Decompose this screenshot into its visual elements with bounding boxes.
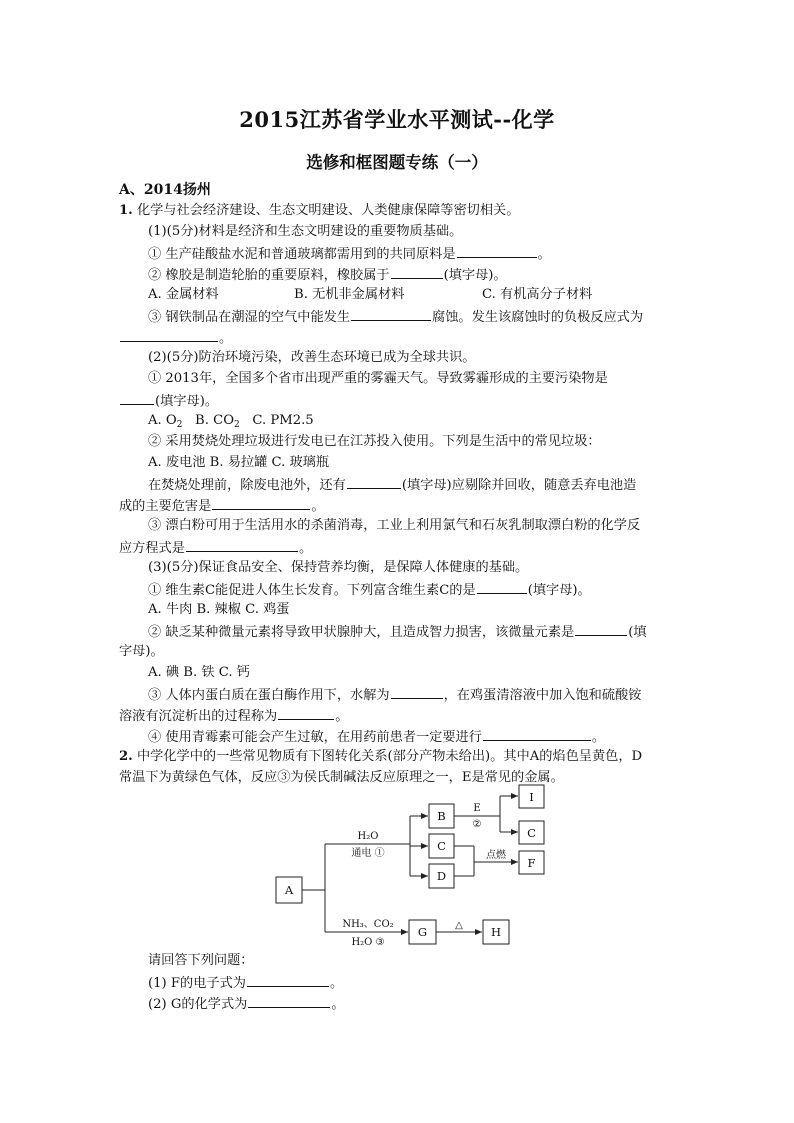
reaction-flowchart: [270, 782, 560, 954]
q2-sub2-text: (2) G的化学式为: [148, 997, 248, 1012]
answer-blank[interactable]: [347, 475, 401, 489]
page-title: 2015江苏省学业水平测试--化学: [239, 107, 555, 132]
answer-blank[interactable]: [212, 496, 310, 510]
q1-part3-item1: [148, 580, 591, 600]
q1-part3-item4-text: ④ 使用青霉素可能会产生过敏，在用药前患者一定要进行: [148, 730, 482, 745]
q1-part3-item4: [148, 727, 605, 747]
reaction2-condition-bottom: ②: [472, 819, 482, 830]
answer-blank[interactable]: [483, 727, 591, 741]
q1-part2-item1-cont: [119, 391, 218, 411]
answer-blank[interactable]: [391, 265, 443, 279]
reaction3-condition-top: NH₃、CO₂: [342, 919, 394, 930]
q1-part2-item2: ② 采用焚烧处理垃圾进行发电已在江苏投入使用。下列是生活中的常见垃圾：: [148, 434, 601, 449]
q1-part2-item2-options: A. 废电池 B. 易拉罐 C. 玻璃瓶: [148, 455, 330, 470]
q1-part2-head: (2)(5分)防治环境污染，改善生态环境已成为全球共识。: [148, 350, 476, 365]
reaction1-condition-bottom: 通电 ①: [351, 848, 385, 859]
q1-part3-item3b-end: 。: [335, 709, 349, 724]
opt-b-sub: 2: [234, 420, 240, 430]
opt-a-sub: 2: [176, 420, 183, 430]
q1-part3-item1-end: (填字母)。: [527, 583, 591, 598]
q1-part3-item3-cont: [119, 706, 348, 726]
label-c-out: C: [527, 826, 536, 840]
label-i: I: [529, 790, 534, 804]
q1-part2-item3-cont: [119, 538, 312, 558]
q1-part3-item3: [148, 685, 641, 705]
q1-part3-head: (3)(5分)保证食品安全、保持营养均衡，是保障人体健康的基础。: [148, 560, 529, 575]
reaction2-condition-top: E: [473, 803, 481, 814]
q1-part3-item3b-text: 溶液有沉淀析出的过程称为: [119, 709, 278, 724]
page-subtitle: 选修和框图题专练（一）: [306, 153, 488, 172]
q2-number: 2.: [119, 749, 133, 764]
q1-part2-item2b: [148, 475, 636, 495]
q1-part1-item3-cont: [119, 328, 232, 348]
q1-part3-item1-text: ① 维生素C能促进人体生长发育。下列富含维生素C的是: [148, 583, 476, 598]
q1-part3-item2-text: ② 缺乏某种微量元素将导致甲状腺肿大，且造成智力损害，该微量元素是: [148, 625, 575, 640]
q1-part1-head: (1)(5分)材料是经济和生态文明建设的重要物质基础。: [148, 224, 463, 239]
answer-blank[interactable]: [391, 685, 443, 699]
answer-blank[interactable]: [186, 538, 298, 552]
burn-condition: 点燃: [486, 850, 506, 861]
answer-blank[interactable]: [248, 994, 330, 1008]
q2-intro-line2: 常温下为黄绿色气体，反应③为侯氏制碱法反应原理之一，E是常见的金属。: [119, 770, 564, 785]
q1-intro-line: [119, 202, 519, 220]
q1-part2-item2b-text: 在焚烧处理前，除废电池外，还有: [148, 478, 346, 493]
q1-part2-item3b-end: 。: [298, 541, 313, 556]
q1-part1-item3-mid: 腐蚀。发生该腐蚀时的负极反应式为: [432, 310, 644, 325]
opt-b: B. CO: [195, 413, 235, 428]
q1-part2-item3: ③ 漂白粉可用于生活用水的杀菌消毒，工业上利用氯气和石灰乳制取漂白粉的化学反: [148, 518, 641, 533]
q1-part1-item3-text: ③ 钢铁制品在潮湿的空气中能发生: [148, 310, 351, 325]
q1-part3-item4-end: 。: [591, 730, 606, 745]
q1-part1-opt-a: A. 金属材料: [148, 287, 219, 302]
q1-part2-item3b-text: 应方程式是: [119, 541, 185, 556]
q1-part1-item2: [148, 265, 507, 285]
q1-part2-item2c: [119, 496, 325, 516]
q1-part3-item3-text: ③ 人体内蛋白质在蛋白酶作用下，水解为: [148, 688, 390, 703]
q1-part1-item1-end: 。: [537, 247, 551, 262]
answer-blank[interactable]: [278, 706, 334, 720]
answer-blank[interactable]: [120, 391, 154, 405]
q2-sub1-end: 。: [329, 976, 344, 991]
label-f: F: [527, 856, 536, 870]
q2-ask: 请回答下列问题：: [148, 953, 254, 968]
q2-sub1: [148, 973, 343, 993]
section-label: A、2014扬州: [119, 182, 211, 198]
q2-intro-text: 中学化学中的一些常见物质有下图转化关系(部分产物未给出)。其中A的焰色呈黄色，D: [136, 749, 643, 764]
q2-sub2-end: 。: [331, 997, 345, 1012]
answer-blank[interactable]: [575, 622, 627, 636]
reaction3-condition-bottom: H₂O ③: [351, 937, 385, 948]
q1-part3-item2-end: (填: [628, 625, 647, 640]
q2-sub2: [148, 994, 345, 1014]
q1-number: 1.: [119, 203, 133, 218]
label-d: D: [436, 869, 447, 883]
q1-part3-item2: [148, 622, 647, 642]
q1-part3-item1-options: A. 牛肉 B. 辣椒 C. 鸡蛋: [148, 602, 290, 617]
heat-condition: △: [455, 920, 463, 931]
q2-sub1-text: (1) F的电子式为: [148, 976, 246, 991]
label-g: G: [417, 925, 428, 939]
q1-part1-item2-end: (填字母)。: [443, 268, 507, 283]
label-h: H: [490, 925, 502, 939]
q1-part3-item2-options: A. 碘 B. 铁 C. 钙: [148, 665, 250, 680]
reaction1-condition-top: H₂O: [357, 831, 379, 842]
answer-blank[interactable]: [120, 328, 218, 342]
q1-part2-item2b-end: (填字母)应剔除并回收，随意丢弃电池造: [401, 478, 637, 493]
q1-part1-item1-text: ① 生产硅酸盐水泥和普通玻璃都需用到的共同原料是: [148, 247, 456, 262]
q1-part3-item3-end: ，在鸡蛋清溶液中加入饱和硫酸铵: [443, 688, 642, 703]
q1-part3-item2-cont: 字母)。: [119, 644, 164, 659]
label-c: C: [437, 839, 446, 853]
q2-intro-line1: [119, 748, 642, 766]
q1-part1-opt-c: C. 有机高分子材料: [482, 287, 593, 302]
q1-part2-item1: ① 2013年，全国多个省市出现严重的雾霾天气。导致雾霾形成的主要污染物是: [148, 371, 608, 386]
label-b: B: [437, 809, 446, 823]
opt-c: C. PM2.5: [252, 413, 314, 428]
q1-part1-item2-text: ② 橡胶是制造轮胎的重要原料，橡胶属于: [148, 268, 390, 283]
answer-blank[interactable]: [247, 973, 329, 987]
q1-part1-item3-end: 。: [219, 331, 233, 346]
q1-part2-options: [148, 412, 314, 430]
q1-part2-item1-end: (填字母)。: [155, 394, 219, 409]
q1-part1-item3: [148, 307, 643, 327]
q1-part1-opt-b: B. 无机非金属材料: [294, 287, 405, 302]
q1-part2-item2c-text: 成的主要危害是: [119, 499, 212, 514]
answer-blank[interactable]: [477, 580, 527, 594]
label-a: A: [284, 883, 294, 897]
answer-blank[interactable]: [457, 244, 537, 258]
answer-blank[interactable]: [351, 307, 431, 321]
q1-intro: 化学与社会经济建设、生态文明建设、人类健康保障等密切相关。: [136, 203, 520, 218]
q1-part2-item2c-end: 。: [311, 499, 325, 514]
opt-a: A. O: [148, 413, 177, 428]
q1-part1-item1: [148, 244, 551, 264]
